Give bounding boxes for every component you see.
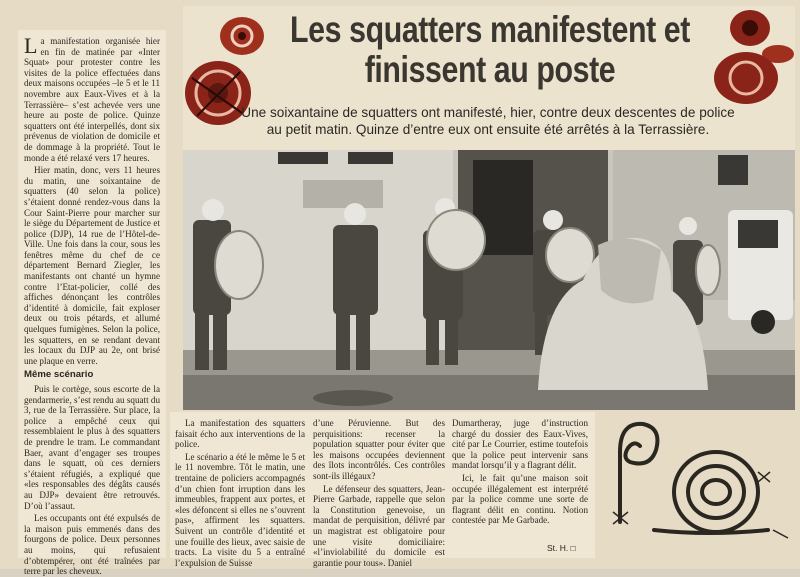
subhead: Même scénario bbox=[24, 369, 94, 381]
left-column-text bbox=[24, 33, 160, 577]
bottom-col2-paragraph-1: d’une Péruvienne. But des perquisitions: recenser la population squatter pour éviter que les maisons occupées deviennent des îlots incontrôlés. Ces contrôles sont-ils illégaux? bbox=[313, 418, 445, 481]
police-squatters-photo bbox=[183, 150, 795, 410]
left-paragraph-3: Puis le cortège, sous escorte de la gendarmerie, s’est rendu au squatt du 3, rue de la Terrassière. Sur place, la police a empêché ceux qui ressemblaient le plus à des squatters de prendre le tram. Le commandant Baer, avant d’engager ses troupes dans le squatt, où ces derniers s’étaient réfugiés, a expliqué que «les responsables des dégâts causés au DJP» devaient être retrouvés. D’où l’assaut. bbox=[24, 384, 160, 511]
bottom-col3-paragraph-2: Ici, le fait qu’une maison soit occupée illégalement est interprété par la police comme une sorte de flagrant délit en continu. Notion contestée par Me Garbade. bbox=[452, 472, 588, 526]
left-paragraph-2: Hier matin, donc, vers 11 heures du matin, une soixantaine de squatters (40 selon la police) s’étaient donné rendez-vous dans la Cour Saint-Pierre pour marcher sur le siège du Département de Justice et police (DJP), 14 rue de l’Hôtel-de-Ville. Une fois dans la cour, sous les fenêtres même du chef de ce département Bernard Ziegler, les manifestants ont chanté un hymne contre l’Etat-policier, collé des affiches dénonçant les contrôles d’identité à domicile, fait exploser deux ou trois pétards, et allumé quelques fumigènes. Selon la police, les squatters, en se rendant devant les locaux du DJP au 2e, ont brisé une plaque en verre. bbox=[24, 165, 160, 366]
left-paragraph-4: Les occupants ont été expulsés de la maison puis emmenés dans des fourgons de police. Deux personnes au moins, qui refusaient d’obtempérer, ont été traînées par terre par les cheveux. bbox=[24, 513, 160, 577]
lede: Une soixantaine de squatters ont manifesté, hier, contre deux descentes de police au petit matin. Quinze d’entre eux ont ensuite été arrêtés à la Terrassière. bbox=[241, 105, 735, 137]
sticker-top-red-icon bbox=[218, 14, 266, 58]
sticker-right-red-icon bbox=[712, 6, 798, 106]
bottom-column-3 bbox=[452, 418, 588, 542]
photo-illustration bbox=[183, 150, 795, 410]
bottom-col2-paragraph-2: Le défenseur des squatters, Jean-Pierre Garbade, rappelle que selon la Constitution genevoise, un mandat de perquisition, délivré par un magistrat est obligatoire pour une visite domiciliaire: «l’inviolabilité du domicile est garantie pour tous». Daniel bbox=[313, 483, 445, 568]
bottom-column-2 bbox=[313, 418, 445, 568]
headline: Les squatters manifestent et finissent au poste bbox=[290, 9, 690, 90]
byline: St. H. □ bbox=[547, 543, 576, 553]
left-paragraph-1: a manifestation organisée hier en fin de matinée par «Inter Squat» pour protester contre les visites de la police effectuées dans deux maisons occupées –le 5 et le 11 novembre aux Eaux-Vives et à la Terrassière– s’est achevée vers une heure au poste de police. Quinze squatters ont été interpellés, dont six prévenus de violation de domicile et de dommage à la propriété. Tout le monde a été relaxé vers 17 heures. bbox=[24, 36, 160, 163]
handwritten-po-collage bbox=[598, 412, 796, 558]
bottom-col1-paragraph-1: La manifestation des squatters faisait écho aux interventions de la police. bbox=[175, 418, 305, 450]
bottom-column-1 bbox=[175, 418, 305, 568]
dropcap: L bbox=[24, 33, 38, 58]
bottom-col1-paragraph-2: Le scénario a été le même le 5 et le 11 novembre. Tôt le matin, une trentaine de policiers accompagnés d’un chien font irruption dans les immeubles, frappent aux portes, et «les défoncent si elles ne s’ouvrent pas», affirment les squatters. Suivent un contrôle d’identité et une fouille des lieux, avec saisie de tracts. La visite du 5 a entraîné l’expulsion de Suisse bbox=[175, 451, 305, 568]
bottom-col3-paragraph-1: Dumartheray, juge d’instruction chargé du dossier des Eaux-Vives, cité par Le Courrier, estime toutefois que la police peut intervenir sans mandat lorsqu’il y a flagrant délit. bbox=[452, 418, 588, 471]
